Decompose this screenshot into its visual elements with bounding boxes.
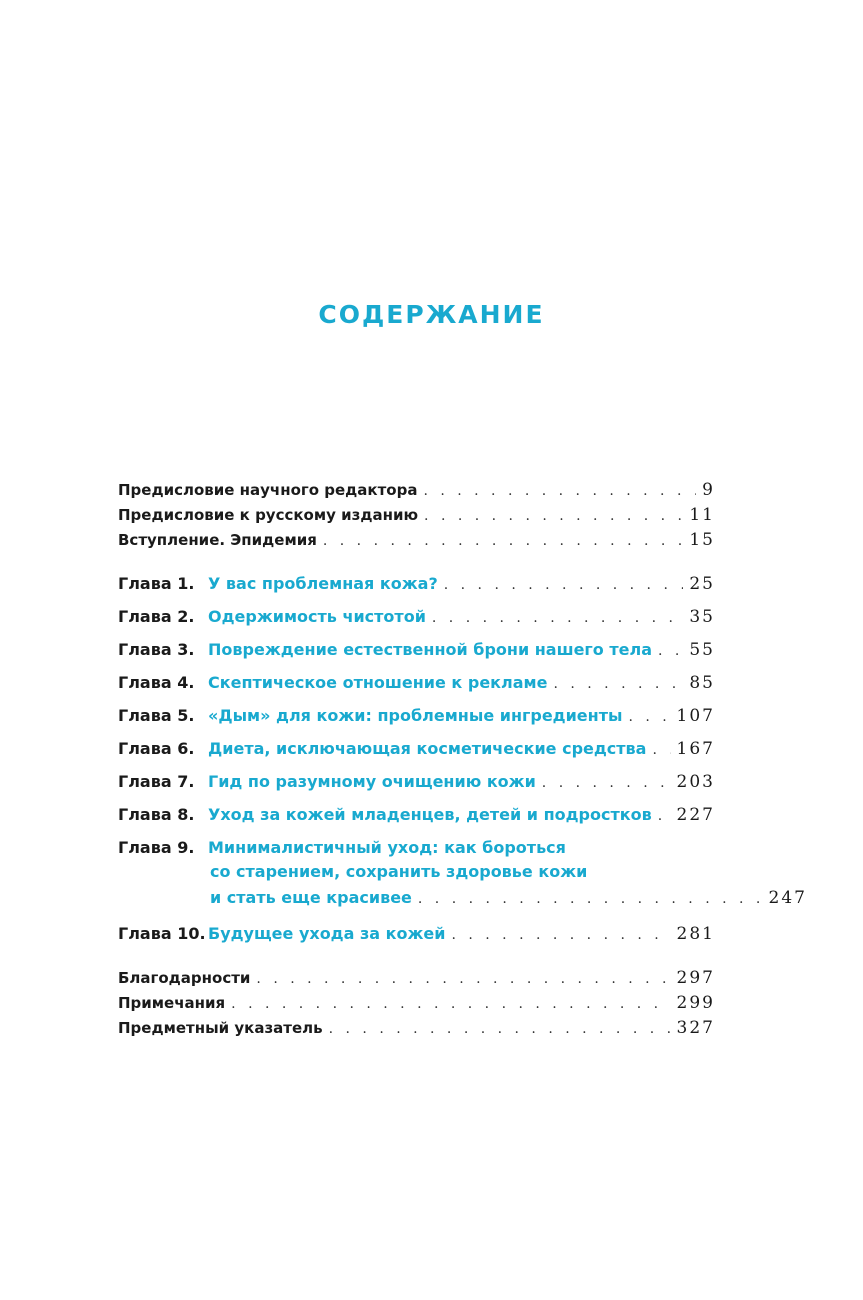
dot-leader	[542, 775, 671, 791]
chapter-number: Глава 9.	[118, 838, 195, 857]
chapter-number: Глава 5.	[118, 706, 195, 725]
toc-entry-chapter-7[interactable]	[118, 772, 715, 792]
dot-leader	[451, 927, 670, 943]
toc-entry-page: 281	[676, 924, 715, 944]
chapter-number: Глава 2.	[118, 607, 195, 626]
toc-entry-label: Предисловие научного редактора	[118, 481, 418, 499]
toc-entry-page: 297	[676, 968, 715, 988]
chapter-title: Гид по разумному очищению кожи	[208, 772, 536, 791]
toc-entry-page: 167	[676, 739, 715, 759]
dot-leader	[329, 1021, 671, 1037]
chapter-title: Повреждение естественной брони нашего тела	[208, 640, 652, 659]
toc-entry-back-2[interactable]	[118, 1018, 715, 1038]
toc-entry-page: 247	[768, 888, 807, 908]
toc-entry-page: 15	[689, 530, 715, 550]
chapter-number: Глава 1.	[118, 574, 195, 593]
chapter-number: Глава 3.	[118, 640, 195, 659]
toc-entry-label: Благодарности	[118, 969, 251, 987]
toc-entry-chapter-6[interactable]	[118, 739, 715, 759]
dot-leader	[444, 577, 684, 593]
toc-entry-front-1[interactable]	[118, 505, 715, 525]
chapter-number: Глава 6.	[118, 739, 195, 758]
toc-entry-chapter-10[interactable]	[118, 924, 715, 944]
chapter-title: Одержимость чистотой	[208, 607, 426, 626]
chapter-title: Скептическое отношение к рекламе	[208, 673, 548, 692]
toc-entry-page: 203	[676, 772, 715, 792]
toc-entry-page: 55	[689, 640, 715, 660]
toc-entry-label: Предметный указатель	[118, 1019, 323, 1037]
toc-entry-chapter-4[interactable]	[118, 673, 715, 693]
toc-entry-page: 85	[689, 673, 715, 693]
toc-entry-label: Предисловие к русскому изданию	[118, 506, 419, 524]
toc-entry-back-0[interactable]	[118, 968, 715, 988]
toc-entry-label: Вступление. Эпидемия	[118, 531, 317, 549]
toc-entry-chapter-9[interactable]	[118, 838, 807, 908]
toc-entry-front-2[interactable]	[118, 530, 715, 550]
toc-entry-chapter-2[interactable]	[118, 607, 715, 627]
chapter-title: У вас проблемная кожа?	[208, 574, 438, 593]
toc-entry-page: 25	[689, 574, 715, 594]
dot-leader	[418, 891, 763, 907]
toc-entry-page: 35	[689, 607, 715, 627]
toc-entry-page: 227	[676, 805, 715, 825]
chapter-title-line-2: со старением, сохранить здоровье кожи	[210, 862, 588, 881]
toc-entry-page: 299	[676, 993, 715, 1013]
dot-leader	[256, 971, 670, 987]
toc-entry-page: 327	[676, 1018, 715, 1038]
dot-leader	[323, 533, 683, 549]
toc-entry-page: 9	[702, 480, 715, 500]
chapter-title: Уход за кожей младенцев, детей и подростков	[208, 805, 652, 824]
chapter-number: Глава 8.	[118, 805, 195, 824]
dot-leader	[658, 808, 671, 824]
dot-leader	[432, 610, 683, 626]
chapter-title: «Дым» для кожи: проблемные ингредиенты	[208, 706, 623, 725]
toc-entry-chapter-3[interactable]	[118, 640, 715, 660]
dot-leader	[424, 508, 683, 524]
toc-entry-page: 11	[689, 505, 715, 525]
toc-entry-chapter-5[interactable]	[118, 706, 715, 726]
dot-leader	[628, 709, 670, 725]
chapter-number: Глава 10.	[118, 924, 206, 943]
toc-entry-chapter-1[interactable]	[118, 574, 715, 594]
page-title: СОДЕРЖАНИЕ	[318, 300, 545, 329]
chapter-number: Глава 4.	[118, 673, 195, 692]
dot-leader	[553, 676, 683, 692]
chapter-title: Будущее ухода за кожей	[208, 924, 446, 943]
toc-entry-front-0[interactable]	[118, 480, 715, 500]
toc-entry-back-1[interactable]	[118, 993, 715, 1013]
chapter-title: Диета, исключающая косметические средства	[208, 739, 647, 758]
chapter-title-line-3: и стать еще красивее	[210, 888, 412, 907]
toc-entry-chapter-8[interactable]	[118, 805, 715, 825]
chapter-number: Глава 7.	[118, 772, 195, 791]
dot-leader	[231, 996, 670, 1012]
chapter-title-line-1: Минималистичный уход: как бороться	[208, 838, 566, 857]
dot-leader	[658, 643, 683, 659]
dot-leader	[652, 742, 670, 758]
toc-entry-page: 107	[676, 706, 715, 726]
toc-entry-label: Примечания	[118, 994, 226, 1012]
dot-leader	[423, 483, 696, 499]
